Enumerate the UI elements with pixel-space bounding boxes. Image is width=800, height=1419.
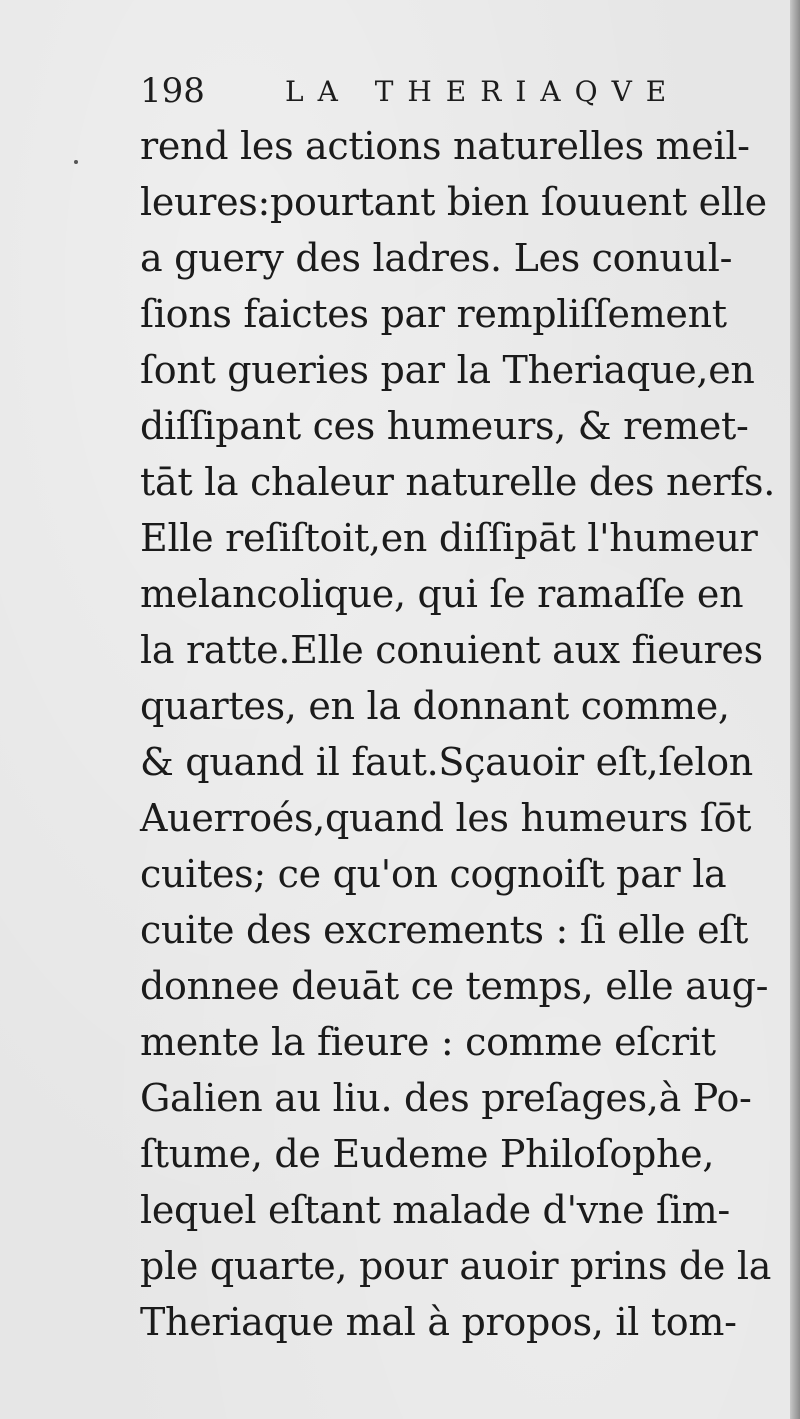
text-line: cuite des excrements : ſi elle eſt	[140, 908, 749, 952]
text-line: leures:pourtant bien ſouuent elle	[140, 180, 767, 224]
text-line: mente la fieure : comme eſcrit	[140, 1020, 716, 1064]
text-line: melancolique, qui ſe ramaſſe en	[140, 572, 744, 616]
page-number: 198	[140, 71, 205, 111]
text-line: cuites; ce qu'on cognoiſt par la	[140, 852, 727, 896]
ink-speck	[74, 160, 78, 164]
text-line: ple quarte, pour auoir prins de la	[140, 1244, 772, 1288]
page-header	[140, 68, 700, 118]
text-line: rend les actions naturelles meil-	[140, 124, 750, 168]
text-line: quartes, en la donnant comme,	[140, 684, 730, 728]
running-head: LA THERIAQVE	[285, 75, 681, 108]
text-line: Theriaque mal à propos, il tom-	[140, 1300, 737, 1344]
text-line: diſſipant ces humeurs, & remet-	[140, 404, 749, 448]
text-line: la ratte.Elle conuient aux fieures	[140, 628, 763, 672]
text-line: & quand il faut.Sçauoir eſt,ſelon	[140, 740, 753, 784]
text-line: ſions faictes par rempliſſement	[140, 292, 727, 336]
body-text	[140, 118, 780, 1350]
text-line: ſtume, de Eudeme Philoſophe,	[140, 1132, 715, 1176]
text-line: lequel eſtant malade d'vne ſim-	[140, 1188, 730, 1232]
text-line: Elle reſiſtoit,en diſſipāt l'humeur	[140, 516, 758, 560]
text-line: Auerroés,quand les humeurs ſōt	[140, 796, 752, 840]
page-edge-shadow	[790, 0, 800, 1419]
text-line: donnee deuāt ce temps, elle aug-	[140, 964, 769, 1008]
text-line: a guery des ladres. Les conuul-	[140, 236, 733, 280]
text-line: tāt la chaleur naturelle des nerfs.	[140, 460, 775, 504]
text-line: ſont gueries par la Theriaque,en	[140, 348, 755, 392]
text-line: Galien au liu. des preſages,à Po-	[140, 1076, 752, 1120]
